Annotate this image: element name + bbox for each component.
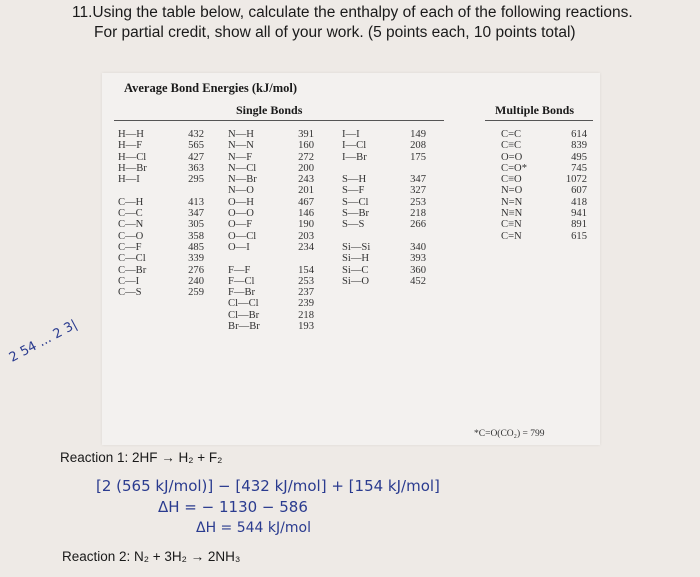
- question-line-2: For partial credit, show all of your work. (5 points each, 10 points total): [94, 24, 576, 41]
- table-bond-cell: Cl—Br: [228, 309, 260, 321]
- table-bond-cell: I—Cl: [342, 140, 367, 152]
- question-line-1: 11.Using the table below, calculate the enthalpy of each of the following reactions.: [72, 4, 633, 21]
- table-value-cell: 276: [188, 264, 204, 276]
- table-value-cell: 154: [298, 264, 314, 276]
- col3-bond-list: [342, 129, 382, 287]
- table-bond-cell: [342, 163, 382, 174]
- table-value-cell: 237: [298, 287, 314, 299]
- table-bond-cell: O—Cl: [228, 230, 257, 242]
- table-bond-cell: C≡C: [501, 140, 522, 152]
- table-bond-cell: Si—H: [342, 253, 370, 265]
- table-value-cell: 607: [571, 185, 587, 197]
- table-bond-cell: [118, 185, 158, 196]
- table-bond-cell: C—I: [118, 275, 140, 287]
- table-value-cell: 339: [188, 253, 204, 265]
- table-bond-cell: Si—O: [342, 275, 370, 287]
- table-bond-cell: C—S: [118, 287, 142, 299]
- single-bonds-rule: [114, 120, 444, 121]
- table-value-cell: 272: [298, 151, 314, 163]
- table-bond-cell: O=O: [501, 151, 523, 163]
- table-value-cell: 201: [298, 185, 314, 197]
- table-value-cell: 253: [410, 196, 426, 208]
- table-value-cell: 391: [298, 129, 314, 140]
- table-bond-cell: N=O: [501, 185, 523, 197]
- single-bonds-header: Single Bonds: [236, 103, 303, 117]
- handwritten-line-2: ΔH = − 1130 − 586: [158, 498, 308, 516]
- table-bond-cell: H—Cl: [118, 151, 147, 163]
- table-value-cell: [276, 253, 314, 264]
- table-value-cell: 253: [298, 275, 314, 287]
- table-bond-cell: H—I: [118, 174, 140, 186]
- table-value-cell: 393: [410, 253, 426, 265]
- table-bond-cell: H—H: [118, 129, 144, 140]
- table-bond-cell: C—O: [118, 230, 144, 242]
- table-value-cell: 485: [188, 241, 204, 253]
- col2-bond-list: [228, 129, 268, 332]
- table-bond-cell: C=O*: [501, 162, 527, 174]
- reaction-2-label: Reaction 2: N₂ + 3H₂ → 2NH₃: [62, 549, 241, 564]
- table-value-cell: 340: [410, 241, 426, 253]
- table-value-cell: 427: [188, 151, 204, 163]
- table-bond-cell: F—Cl: [228, 275, 255, 287]
- table-bond-cell: O—F: [228, 219, 253, 231]
- table-value-cell: 941: [571, 208, 587, 220]
- table-value-cell: 259: [188, 287, 204, 299]
- table-bond-cell: [228, 253, 268, 264]
- table-bond-cell: C—C: [118, 208, 143, 220]
- table-bond-cell: N≡N: [501, 208, 523, 220]
- table-value-cell: 160: [298, 140, 314, 152]
- table-value-cell: 745: [571, 162, 587, 174]
- table-bond-cell: I—I: [342, 129, 360, 140]
- table-bond-cell: Si—C: [342, 264, 369, 276]
- handwritten-line-3: ΔH = 544 kJ/mol: [196, 520, 311, 536]
- table-bond-cell: N—F: [228, 151, 253, 163]
- table-value-cell: 190: [298, 219, 314, 231]
- table-bond-cell: C=C: [501, 129, 522, 140]
- table-bond-cell: C—Br: [118, 264, 147, 276]
- table-bond-cell: S—Cl: [342, 196, 369, 208]
- table-bond-cell: O—I: [228, 241, 250, 253]
- table-value-cell: 1072: [565, 174, 587, 186]
- col4-value-list: [550, 129, 587, 242]
- col4-bond-list: [501, 129, 541, 242]
- table-value-cell: 452: [410, 275, 426, 287]
- table-bond-cell: Br—Br: [228, 321, 260, 333]
- table-bond-cell: O—O: [228, 208, 254, 220]
- table-value-cell: 193: [298, 321, 314, 333]
- table-value-cell: 614: [571, 129, 587, 140]
- table-value-cell: 327: [410, 185, 426, 197]
- table-bond-cell: N—O: [228, 185, 254, 197]
- table-value-cell: 203: [298, 230, 314, 242]
- table-value-cell: 243: [298, 174, 314, 186]
- table-bond-cell: H—F: [118, 140, 143, 152]
- table-value-cell: 218: [410, 208, 426, 220]
- table-value-cell: 239: [298, 298, 314, 310]
- table-value-cell: [166, 185, 204, 196]
- table-bond-cell: C—F: [118, 241, 142, 253]
- table-value-cell: 175: [410, 151, 426, 163]
- handwritten-line-1: [2 (565 kJ/mol)] − [432 kJ/mol] + [154 kJ/mol]: [96, 477, 440, 495]
- table-value-cell: [388, 163, 426, 174]
- table-bond-cell: S—S: [342, 219, 365, 231]
- col1-bond-list: [118, 129, 158, 298]
- table-value-cell: 363: [188, 162, 204, 174]
- table-value-cell: 208: [410, 140, 426, 152]
- table-bond-cell: [342, 231, 382, 242]
- table-value-cell: 347: [410, 174, 426, 186]
- table-value-cell: 146: [298, 208, 314, 220]
- table-bond-cell: C=N: [501, 230, 522, 242]
- table-value-cell: 495: [571, 151, 587, 163]
- reaction-1-label: Reaction 1: 2HF → H₂ + F₂: [60, 450, 223, 465]
- table-footnote: *C=O(CO₂) = 799: [474, 429, 545, 439]
- table-value-cell: 347: [188, 208, 204, 220]
- bond-energy-table: [102, 73, 600, 445]
- table-value-cell: 413: [188, 196, 204, 208]
- multiple-bonds-rule: [485, 120, 593, 121]
- table-value-cell: 305: [188, 219, 204, 231]
- table-value-cell: 565: [188, 140, 204, 152]
- table-value-cell: 615: [571, 230, 587, 242]
- table-bond-cell: N—N: [228, 140, 254, 152]
- table-bond-cell: I—Br: [342, 151, 367, 163]
- table-bond-cell: N—Br: [228, 174, 257, 186]
- table-value-cell: 295: [188, 174, 204, 186]
- table-value-cell: [388, 231, 426, 242]
- table-value-cell: 839: [571, 140, 587, 152]
- table-bond-cell: S—F: [342, 185, 365, 197]
- table-bond-cell: C—N: [118, 219, 144, 231]
- col2-value-list: [276, 129, 314, 332]
- table-bond-cell: N=N: [501, 196, 523, 208]
- col1-value-list: [166, 129, 204, 298]
- table-value-cell: 360: [410, 264, 426, 276]
- table-bond-cell: F—Br: [228, 287, 256, 299]
- col3-value-list: [388, 129, 426, 287]
- table-caption: Average Bond Energies (kJ/mol): [124, 81, 298, 95]
- table-value-cell: 266: [410, 219, 426, 231]
- table-value-cell: 432: [188, 129, 204, 140]
- table-bond-cell: C—Cl: [118, 253, 146, 265]
- table-value-cell: 418: [571, 196, 587, 208]
- table-bond-cell: C≡O: [501, 174, 522, 186]
- table-value-cell: 240: [188, 275, 204, 287]
- table-bond-cell: C—H: [118, 196, 144, 208]
- table-bond-cell: O—H: [228, 196, 254, 208]
- table-bond-cell: F—F: [228, 264, 251, 276]
- table-value-cell: 200: [298, 162, 314, 174]
- table-bond-cell: Cl—Cl: [228, 298, 259, 310]
- table-bond-cell: S—H: [342, 174, 367, 186]
- table-value-cell: 149: [410, 129, 426, 140]
- table-bond-cell: N—H: [228, 129, 254, 140]
- table-bond-cell: C≡N: [501, 219, 522, 231]
- margin-scribble: 2 54 ... 2 3|: [6, 317, 80, 366]
- table-bond-cell: S—Br: [342, 208, 370, 220]
- table-value-cell: 358: [188, 230, 204, 242]
- table-bond-cell: Si—Si: [342, 241, 371, 253]
- table-bond-cell: H—Br: [118, 162, 147, 174]
- question-text: [72, 3, 692, 43]
- table-value-cell: 218: [298, 309, 314, 321]
- table-value-cell: 234: [298, 241, 314, 253]
- table-value-cell: 891: [571, 219, 587, 231]
- multiple-bonds-header: Multiple Bonds: [495, 103, 575, 117]
- table-value-cell: 467: [298, 196, 314, 208]
- table-bond-cell: N—Cl: [228, 162, 257, 174]
